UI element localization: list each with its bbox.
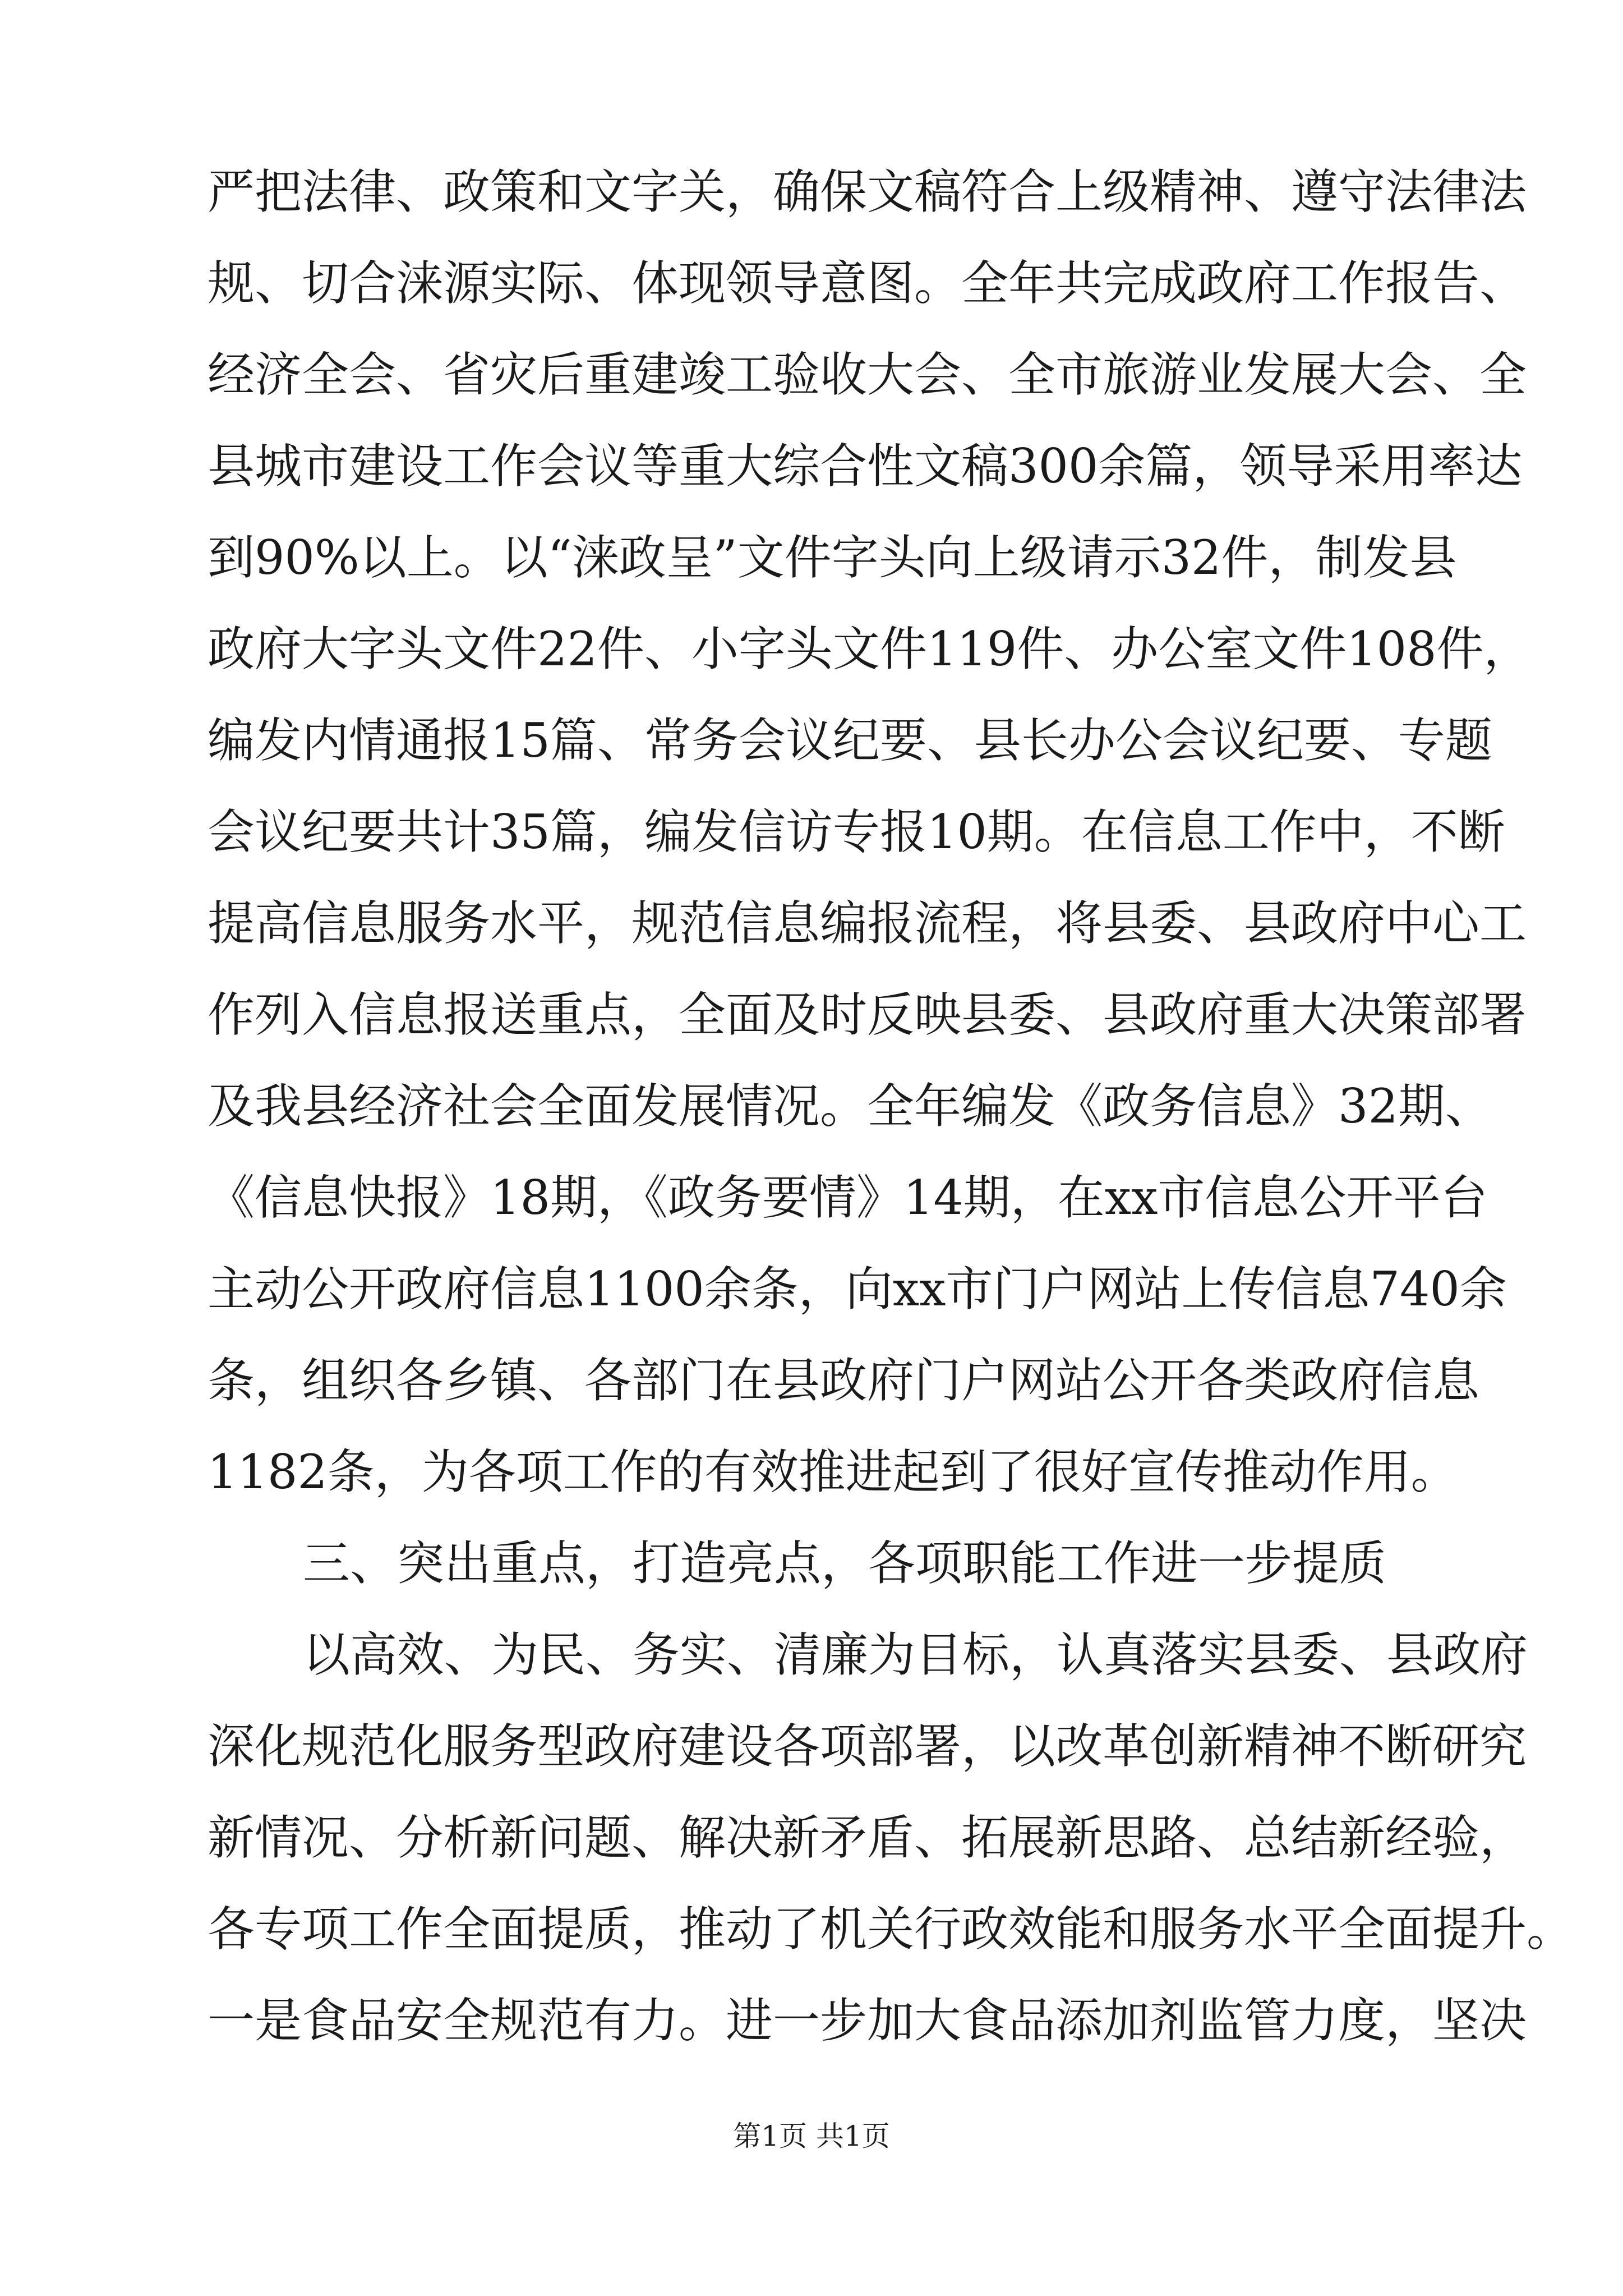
text-line-13: 主动公开政府信息1100余条，向xx市门户网站上传信息740余 (208, 1262, 1507, 1317)
text-line-14: 条，组织各乡镇、各部门在县政府门户网站公开各类政府信息 (208, 1353, 1480, 1408)
text-line-9: 提高信息服务水平，规范信息编报流程，将县委、县政府中心工 (208, 896, 1527, 951)
text-line-15: 1182条，为各项工作的有效推进起到了很好宣传推动作用。 (208, 1444, 1458, 1499)
text-line-6: 政府大字头文件22件、小字头文件119件、办公室文件108件， (208, 622, 1531, 677)
page-footer: 第1页 共1页 (733, 2120, 890, 2152)
text-line-17: 以高效、为民、务实、清廉为目标，认真落实县委、县政府 (303, 1627, 1528, 1682)
text-line-11: 及我县经济社会全面发展情况。全年编发《政务信息》32期、 (208, 1079, 1492, 1134)
text-line-3: 经济全会、省灾后重建竣工验收大会、全市旅游业发展大会、全 (208, 347, 1527, 402)
text-line-21: 一是食品安全规范有力。进一步加大食品添加剂监管力度，坚决 (208, 1993, 1527, 2048)
text-line-19: 新情况、分析新问题、解决新矛盾、拓展新思路、总结新经验， (208, 1810, 1527, 1865)
text-line-10: 作列入信息报送重点，全面及时反映县委、县政府重大决策部署 (208, 987, 1527, 1042)
text-line-12: 《信息快报》18期，《政务要情》14期，在xx市信息公开平台 (208, 1170, 1488, 1225)
section-heading: 三、突出重点，打造亮点，各项职能工作进一步提质 (303, 1536, 1387, 1591)
text-line-1: 严把法律、政策和文字关，确保文稿符合上级精神、遵守法律法 (208, 164, 1527, 219)
text-line-5: 到90%以上。以“涞政呈”文件字头向上级请示32件，制发县 (208, 530, 1457, 585)
text-line-2: 规、切合涞源实际、体现领导意图。全年共完成政府工作报告、 (208, 256, 1527, 311)
text-line-8: 会议纪要共计35篇，编发信访专报10期。在信息工作中，不断 (208, 804, 1505, 859)
text-line-7: 编发内情通报15篇、常务会议纪要、县长办公会议纪要、专题 (208, 713, 1492, 768)
text-line-4: 县城市建设工作会议等重大综合性文稿300余篇，领导采用率达 (208, 439, 1523, 494)
text-line-18: 深化规范化服务型政府建设各项部署，以改革创新精神不断研究 (208, 1719, 1527, 1774)
text-line-20: 各专项工作全面提质，推动了机关行政效能和服务水平全面提升。 (208, 1902, 1574, 1957)
